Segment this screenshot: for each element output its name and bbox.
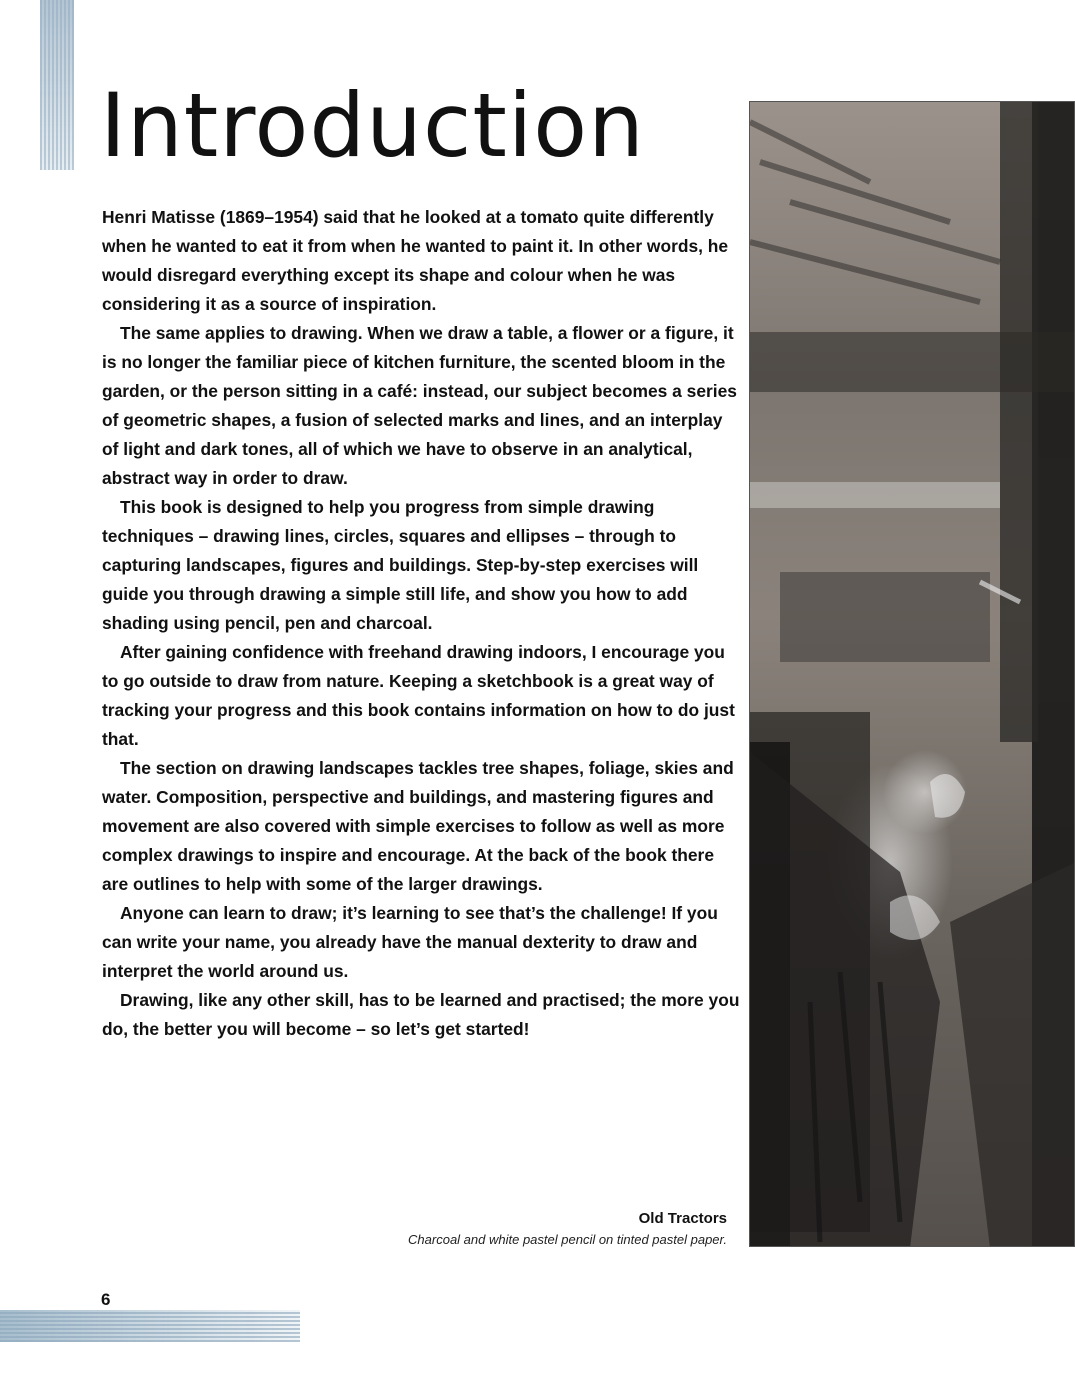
paragraph-5: The section on drawing landscapes tackles tree shapes, foliage, skies and water. Composition, perspective and buildings, and mastering figures and movement are also covered with simple exercises to follow as well as more complex drawings to inspire and encourage. At the back of the book there are outlines to help with some of the larger drawings. [102, 758, 734, 894]
brush-stroke-top-decoration [40, 0, 74, 170]
page-number: 6 [101, 1290, 111, 1309]
charcoal-drawing-illustration [749, 101, 1075, 1247]
paragraph-6: Anyone can learn to draw; it’s learning to see that’s the challenge! If you can write your name, you already have the manual dexterity to draw and interpret the world around us. [102, 903, 718, 981]
paragraph-3: This book is designed to help you progress from simple drawing techniques – drawing lines, circles, squares and ellipses – through to capturing landscapes, figures and buildings. Step-by-step exercises will guide you through drawing a simple still life, and show you how to add shading using pencil, pen and charcoal. [102, 497, 699, 633]
page-title: Introduction [100, 74, 645, 177]
paragraph-4: After gaining confidence with freehand drawing indoors, I encourage you to go outside to draw from nature. Keeping a sketchbook is a great way of tracking your progress and this book contains information on how to do just that. [102, 642, 735, 749]
paragraph-2: The same applies to drawing. When we draw a table, a flower or a figure, it is no longer the familiar piece of kitchen furniture, the scented bloom in the garden, or the person sitting in a café: instead, our subject becomes a series of geometric shapes, a fusion of selected marks and lines, and an interplay of light and dark tones, all of which we have to observe in an analytical, abstract way in order to draw. [102, 323, 737, 488]
caption-title: Old Tractors [638, 1210, 727, 1227]
paragraph-7: Drawing, like any other skill, has to be learned and practised; the more you do, the better you will become – so let’s get started! [102, 990, 740, 1039]
paragraph-1: Henri Matisse (1869–1954) said that he looked at a tomato quite differently when he wanted to eat it from when he wanted to paint it. In other words, he would disregard everything except its shape and colour when he was considering it as a source of inspiration. [102, 207, 729, 314]
brush-stroke-bottom-decoration [0, 1310, 300, 1342]
charcoal-drawing-strokes [750, 102, 1075, 1247]
body-text [102, 203, 742, 1044]
illustration-caption [247, 1208, 727, 1250]
caption-subtitle: Charcoal and white pastel pencil on tinted pastel paper. [408, 1232, 727, 1247]
